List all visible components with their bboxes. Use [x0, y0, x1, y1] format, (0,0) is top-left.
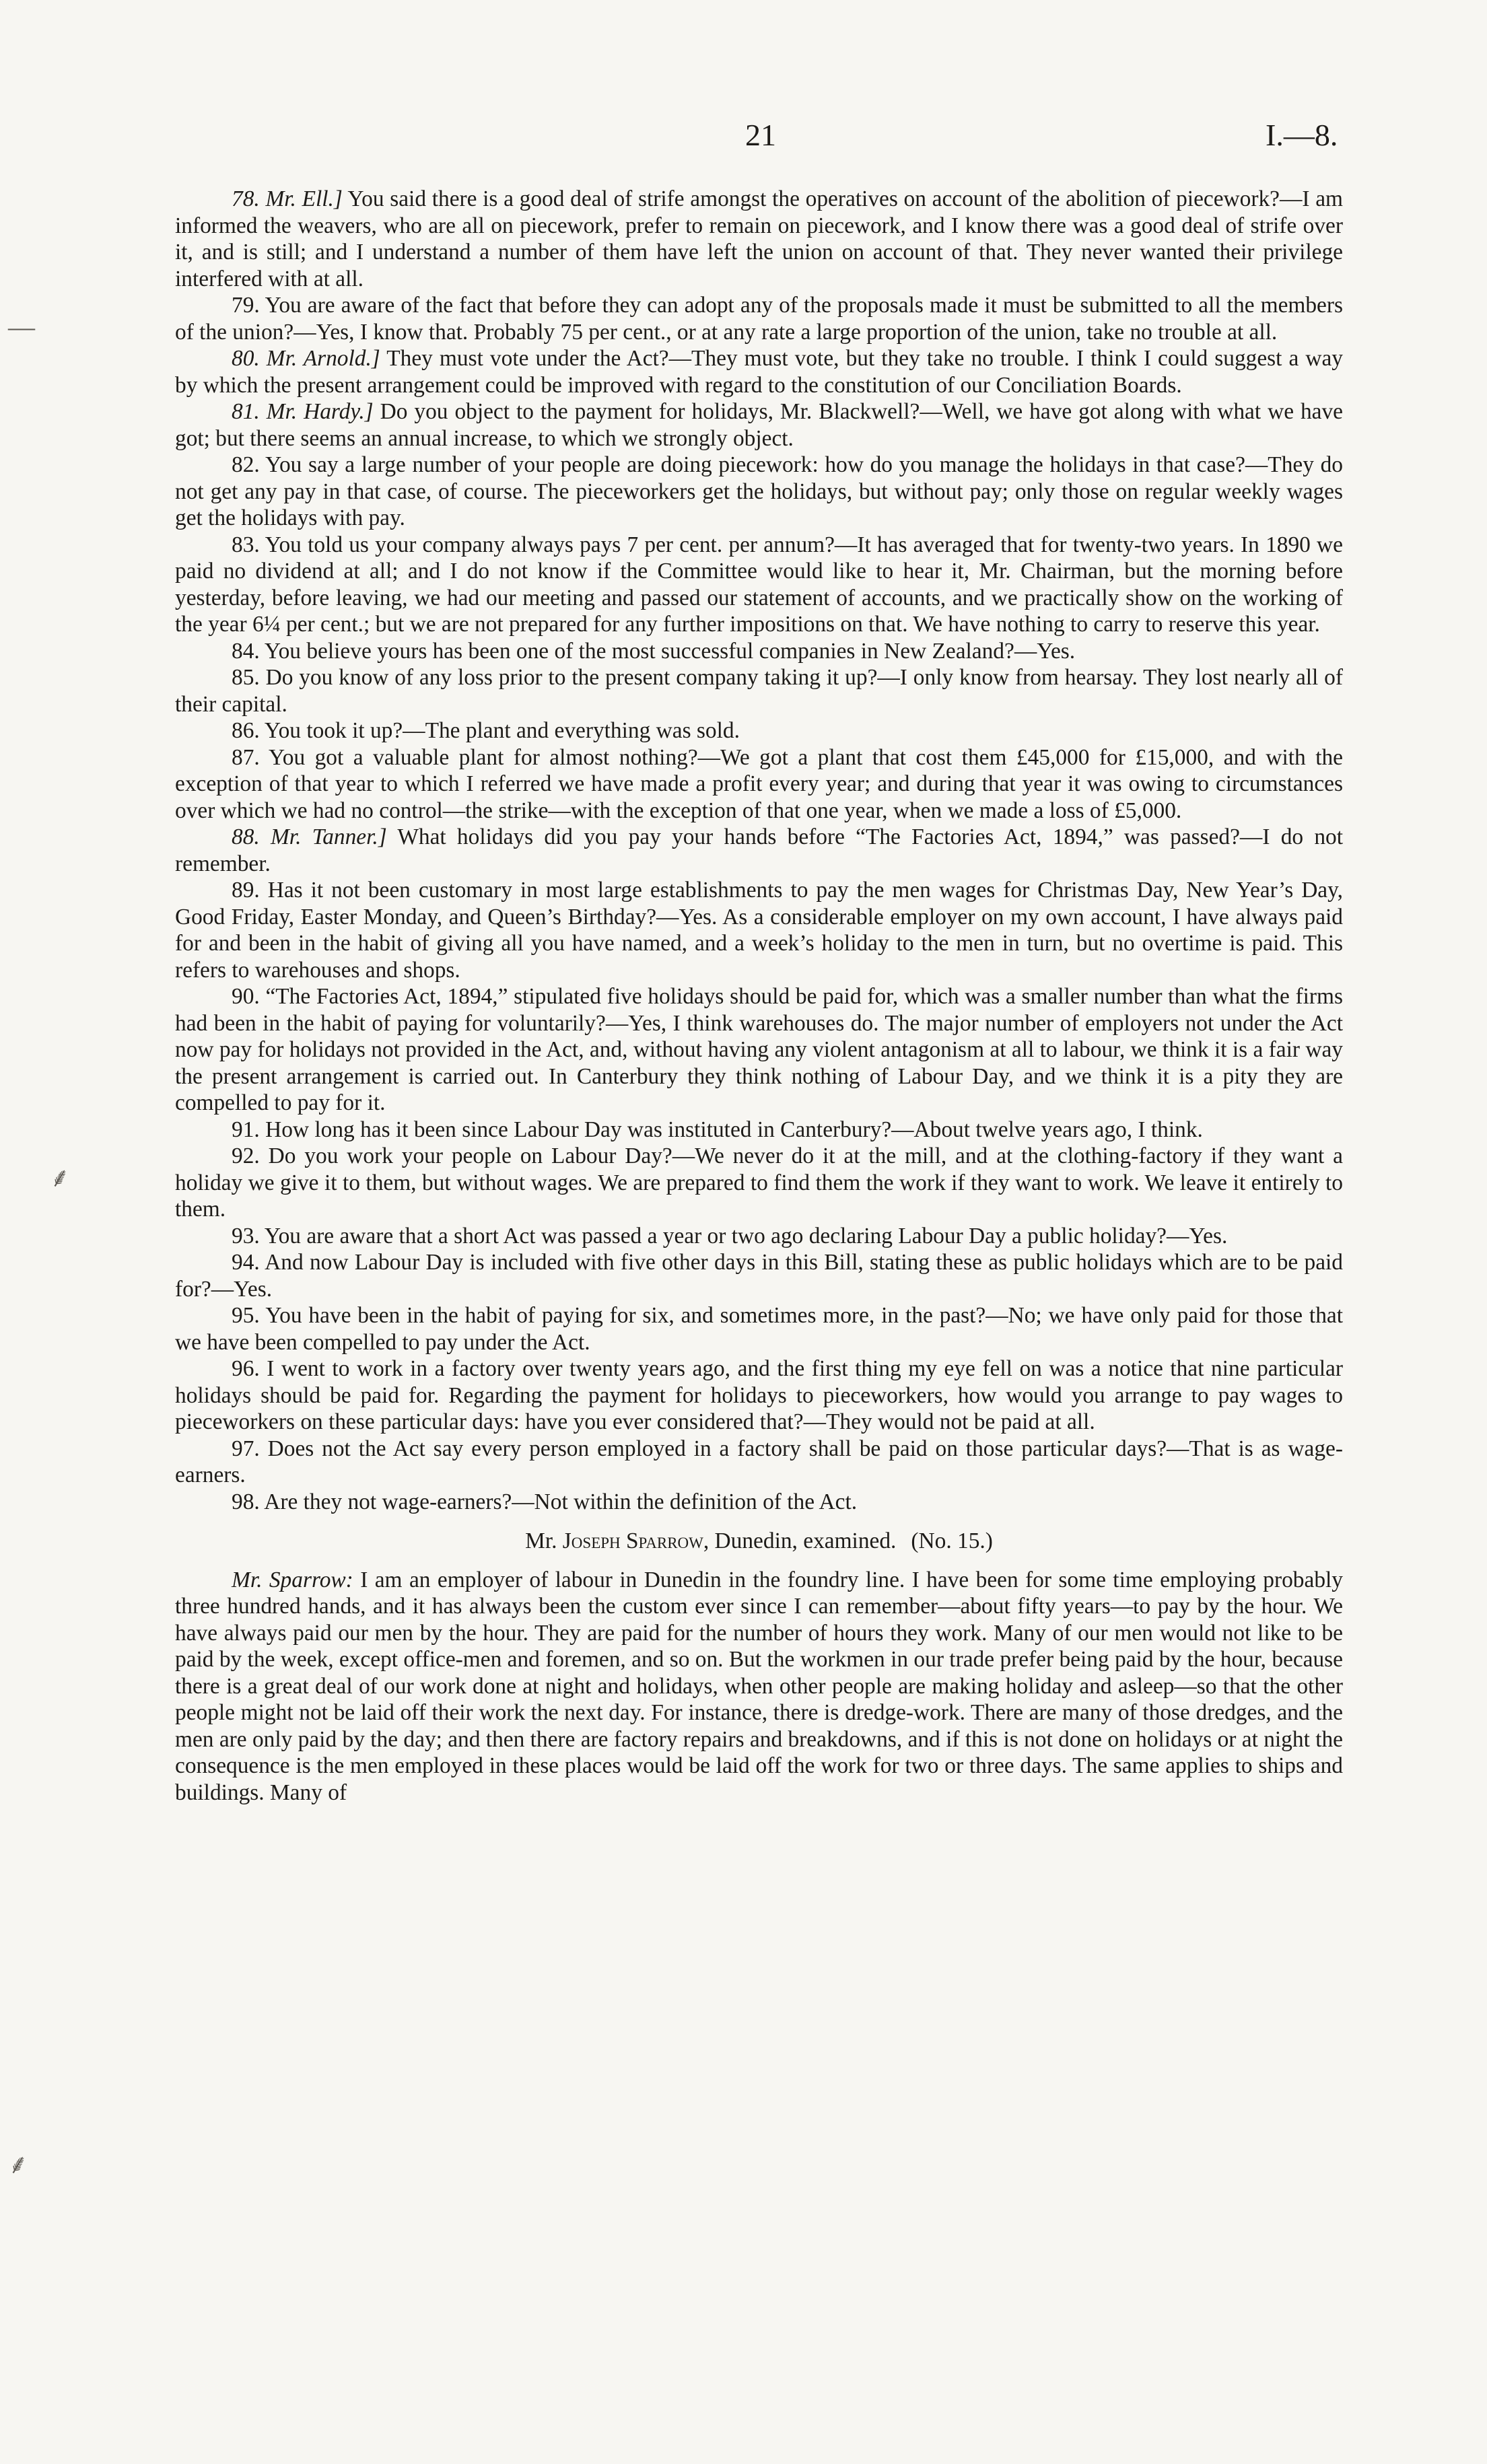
paragraph [175, 452, 1343, 532]
paragraph [175, 186, 1343, 292]
paragraph [175, 638, 1343, 665]
witness-name: Joseph Sparrow [562, 1528, 703, 1553]
document-body [175, 186, 1343, 1806]
paragraph-text: 85. Do you know of any loss prior to the present company taking it up?—I only know from hearsay. They lost nearly all of their capital. [175, 665, 1343, 717]
paragraph-text: Do you object to the payment for holidays, Mr. Blackwell?—Well, we have got along with what we have got; but there seems an annual increase, to which we strongly object. [175, 399, 1344, 451]
speaker-label: 80. Mr. Arnold.] [232, 346, 380, 371]
paragraph [175, 877, 1343, 983]
paragraph [175, 664, 1343, 717]
paragraph [175, 983, 1343, 1117]
paragraph-text: 91. How long has it been since Labour Day was instituted in Canterbury?—About twelve years ago, I think. [232, 1117, 1203, 1142]
paragraph [175, 1567, 1343, 1806]
paragraph-text: 96. I went to work in a factory over twenty years ago, and the first thing my eye fell on was a notice that nine particular holidays should be paid for. Regarding the payment for holidays to pieceworkers, how would you arrange to pay wages to pieceworkers on these particular days: have you ever considered that?—They would not be paid at all. [175, 1356, 1343, 1434]
paragraph-text: 79. You are aware of the fact that before they can adopt any of the proposals made it must be submitted to all the members of the union?—Yes, I know that. Probably 75 per cent., or at any rate a large proportion of the union, take no trouble at all. [175, 293, 1343, 345]
paragraph [175, 1356, 1343, 1436]
paragraph [175, 398, 1343, 452]
paragraph-text: 82. You say a large number of your people are doing piecework: how do you manage the holidays in that case?—They do not get any pay in that case, of course. The pieceworkers get the holidays, but without pay; only those on regular weekly wages get the holidays with pay. [175, 452, 1343, 530]
margin-mark: ⸙ [50, 1162, 70, 1193]
speaker-label: Mr. Sparrow: [232, 1567, 353, 1592]
paragraph-text: They must vote under the Act?—They must vote, but they take no trouble. I think I could suggest a way by which the present arrangement could be improved with regard to the constitution of our Conciliation Boards. [175, 346, 1343, 398]
paragraph [175, 744, 1343, 824]
page-number: 21 [745, 118, 776, 152]
paragraph-text: 93. You are aware that a short Act was passed a year or two ago declaring Labour Day a public holiday?—Yes. [232, 1223, 1228, 1248]
paragraph-text: 89. Has it not been customary in most large establishments to pay the men wages for Christmas Day, New Year’s Day, Good Friday, Easter Monday, and Queen’s Birthday?—Yes. As a considerable employer on my own account, I have always paid for and been in the habit of giving all you have named, and a week’s holiday to the men in turn, but no overtime is paid. This refers to warehouses and shops. [175, 878, 1343, 983]
paragraph [175, 717, 1343, 744]
paragraph-text: 87. You got a valuable plant for almost nothing?—We got a plant that cost them £45,000 for £15,000, and with the exception of that year to which I referred we have made a profit every year; and during that year it was owing to circumstances over which we had no control—the strike—with the exception of that one year, when we made a loss of £5,000. [175, 744, 1343, 823]
paragraph-text: 86. You took it up?—The plant and everything was sold. [232, 718, 740, 743]
paragraph [175, 1223, 1343, 1250]
paragraph-text: 97. Does not the Act say every person employed in a factory shall be paid on those particular days?—That is as wage-earners. [175, 1436, 1343, 1487]
speaker-label: 78. Mr. Ell.] [232, 186, 343, 211]
paragraph-text: 92. Do you work your people on Labour Day?—We never do it at the mill, and at the clothing-factory if they want a holiday we give it to them, but without wages. We are prepared to find them the work if they want to work. We leave it entirely to them. [175, 1143, 1343, 1222]
paragraph [175, 1489, 1343, 1516]
witness-heading [175, 1528, 1343, 1555]
examination-section-sparrow [175, 1567, 1343, 1806]
paragraph [175, 1436, 1343, 1489]
paragraph-text: 98. Are they not wage-earners?—Not within the definition of the Act. [232, 1489, 858, 1514]
document-reference: I.—8. [1266, 118, 1338, 152]
paragraph-text: What holidays did you pay your hands before “The Factories Act, 1894,” was passed?—I do not remember. [175, 824, 1343, 876]
paragraph [175, 292, 1343, 345]
paragraph-text: 94. And now Labour Day is included with five other days in this Bill, stating these as public holidays which are to be paid for?—Yes. [175, 1250, 1343, 1302]
paragraph [175, 1302, 1343, 1356]
paragraph [175, 345, 1343, 398]
witness-prefix: Mr. [525, 1528, 563, 1553]
paragraph [175, 1249, 1343, 1302]
paragraph [175, 1143, 1343, 1223]
paragraph [175, 1117, 1343, 1143]
paragraph-text: 95. You have been in the habit of paying for six, and sometimes more, in the past?—No; we have only paid for those that we have been compelled to pay under the Act. [175, 1303, 1343, 1355]
witness-number: (No. 15.) [911, 1528, 993, 1553]
margin-mark: ⸙ [8, 2149, 28, 2179]
speaker-label: 88. Mr. Tanner.] [232, 824, 387, 849]
paragraph [175, 532, 1343, 638]
paragraph [175, 824, 1343, 877]
paragraph-text: I am an employer of labour in Dunedin in the foundry line. I have been for some time employing probably three hundred hands, and it has always been the custom ever since I can remember—about fifty years—to pay by the hour. We have always paid our men by the hour. They are paid for the number of hours they work. Many of our men would not like to be paid by the week, except office-men and foremen, and so on. But the workmen in our trade prefer being paid by the hour, because there is a great deal of our work done at night and holidays, when other people are making holiday and asleep—so that the other people might not be laid off their work the next day. For instance, there is dredge-work. There are many of those dredges, and the men are only paid by the day; and then there are factory repairs and breakdowns, and if this is not done on holidays or at night the consequence is the men employed in these places would be laid off the work for two or three days. The same applies to ships and buildings. Many of [175, 1567, 1343, 1805]
paragraph-text: 83. You told us your company always pays 7 per cent. per annum?—It has averaged that for twenty-two years. In 1890 we paid no dividend at all; and I do not know if the Committee would like to hear it, Mr. Chairman, but the morning before yesterday, before leaving, we had our meeting and passed our statement of accounts, and we practically show on the working of the year 6¼ per cent.; but we are not prepared for any further impositions on that. We have nothing to carry to reserve this year. [175, 532, 1343, 637]
paragraph-text: You said there is a good deal of strife amongst the operatives on account of the abolition of piecework?—I am informed the weavers, who are all on piecework, prefer to remain on piecework, and I know there was a good deal of strife over it, and is still; and I understand a number of them have left the union on account of that. They never wanted their privilege interfered with at all. [175, 186, 1343, 291]
examination-section-blackwell [175, 186, 1343, 1515]
witness-details: , Dunedin, examined. [703, 1528, 897, 1553]
paragraph-text: 84. You believe yours has been one of the most successful companies in New Zealand?—Yes. [232, 638, 1076, 664]
margin-mark: — [8, 312, 35, 342]
paragraph-text: 90. “The Factories Act, 1894,” stipulated five holidays should be paid for, which was a smaller number than what the firms had been in the habit of paying for voluntarily?—Yes, I think warehouses do. The major number of employers not under the Act now pay for holidays not provided in the Act, and, without having any violent antagonism at all to labour, we think it is a fair way the present arrangement is carried out. In Canterbury they think nothing of Labour Day, and we think it is a pity they are compelled to pay for it. [175, 984, 1343, 1115]
speaker-label: 81. Mr. Hardy.] [232, 399, 374, 424]
